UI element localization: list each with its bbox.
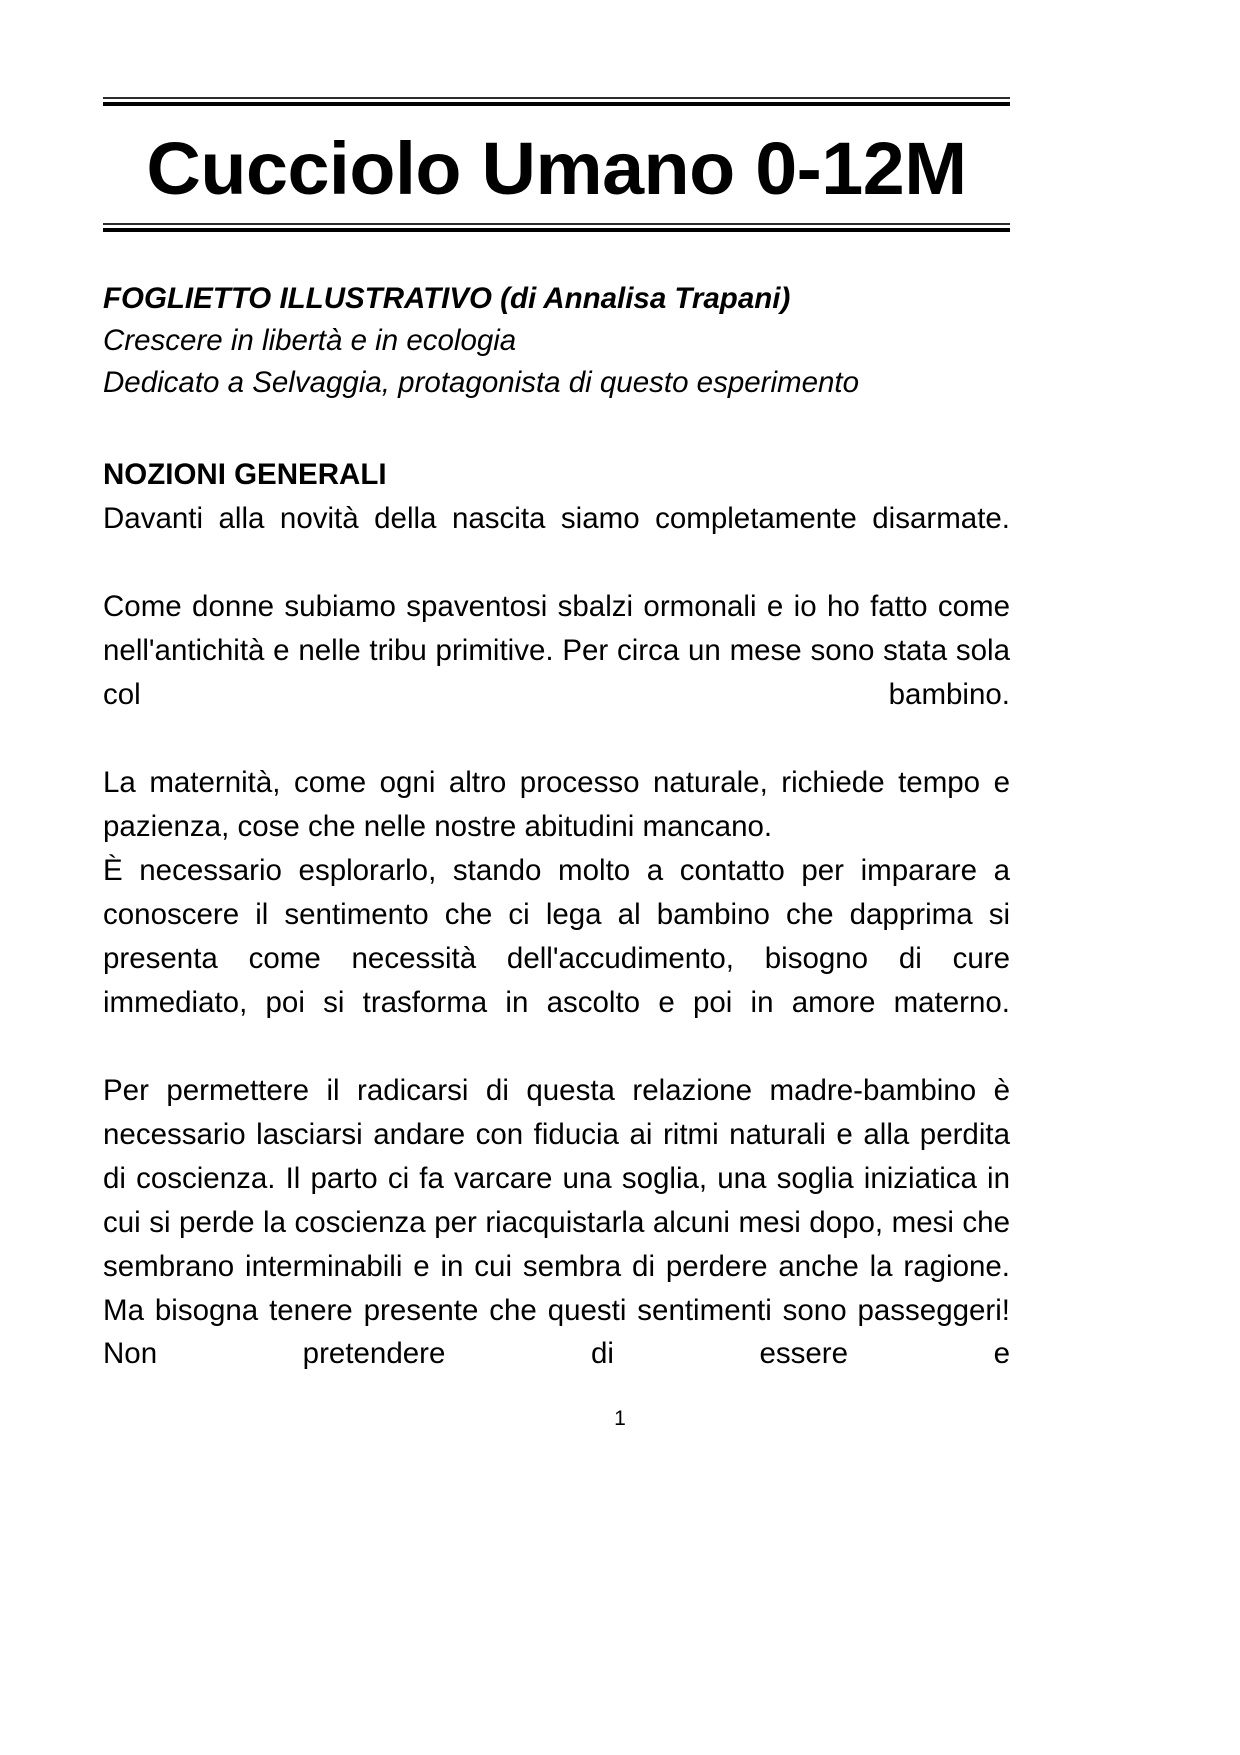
body-paragraph: Davanti alla novità della nascita siamo completamente disarmate. (103, 502, 1010, 536)
header-block (103, 278, 1010, 404)
body-paragraph: La maternità, come ogni altro processo naturale, richiede tempo e pazienza, cose che nelle nostre abitudini mancano. (103, 766, 1010, 844)
header-line-subtitle: Crescere in libertà e in ecologia (103, 323, 517, 357)
page-title: Cucciolo Umano 0-12M (146, 127, 967, 210)
body-paragraph: Come donne subiamo spaventosi sbalzi ormonali e io ho fatto come nell'antichità e nelle tribu primitive. Per circa un mese sono stata sola col bambino. (103, 590, 1010, 712)
page-number: 1 (614, 1407, 626, 1430)
section-heading-nozioni-generali: NOZIONI GENERALI (103, 457, 387, 491)
header-line-dedication: Dedicato a Selvaggia, protagonista di questo esperimento (103, 365, 860, 399)
title-bottom-rule (103, 223, 1010, 232)
body-text-block (103, 497, 1010, 1420)
page-content (103, 0, 1010, 1420)
header-line-foglietto: FOGLIETTO ILLUSTRATIVO (di Annalisa Trapani) (103, 281, 791, 315)
body-paragraph: È necessario esplorarlo, stando molto a contatto per imparare a conoscere il sentimento che ci lega al bambino che dapprima si presenta come necessità dell'accudimento, bisogno di cure immediato, poi si trasforma in ascolto e poi in amore materno. (103, 854, 1010, 1019)
rule-thickline (103, 102, 1010, 106)
title-top-rule (103, 97, 1010, 106)
rule-thickline (103, 228, 1010, 232)
body-paragraph: Per permettere il radicarsi di questa relazione madre-bambino è necessario lasciarsi andare con fiducia ai ritmi naturali e alla perdita di coscienza. Il parto ci fa varcare una soglia, una soglia iniziatica in cui si perde la coscienza per riacquistarla alcuni mesi dopo, mesi che sembrano interminabili e in cui sembra di perdere anche la ragione. Ma bisogna tenere presente che questi sentimenti sono passeggeri! Non pretendere di essere e (103, 1073, 1010, 1371)
